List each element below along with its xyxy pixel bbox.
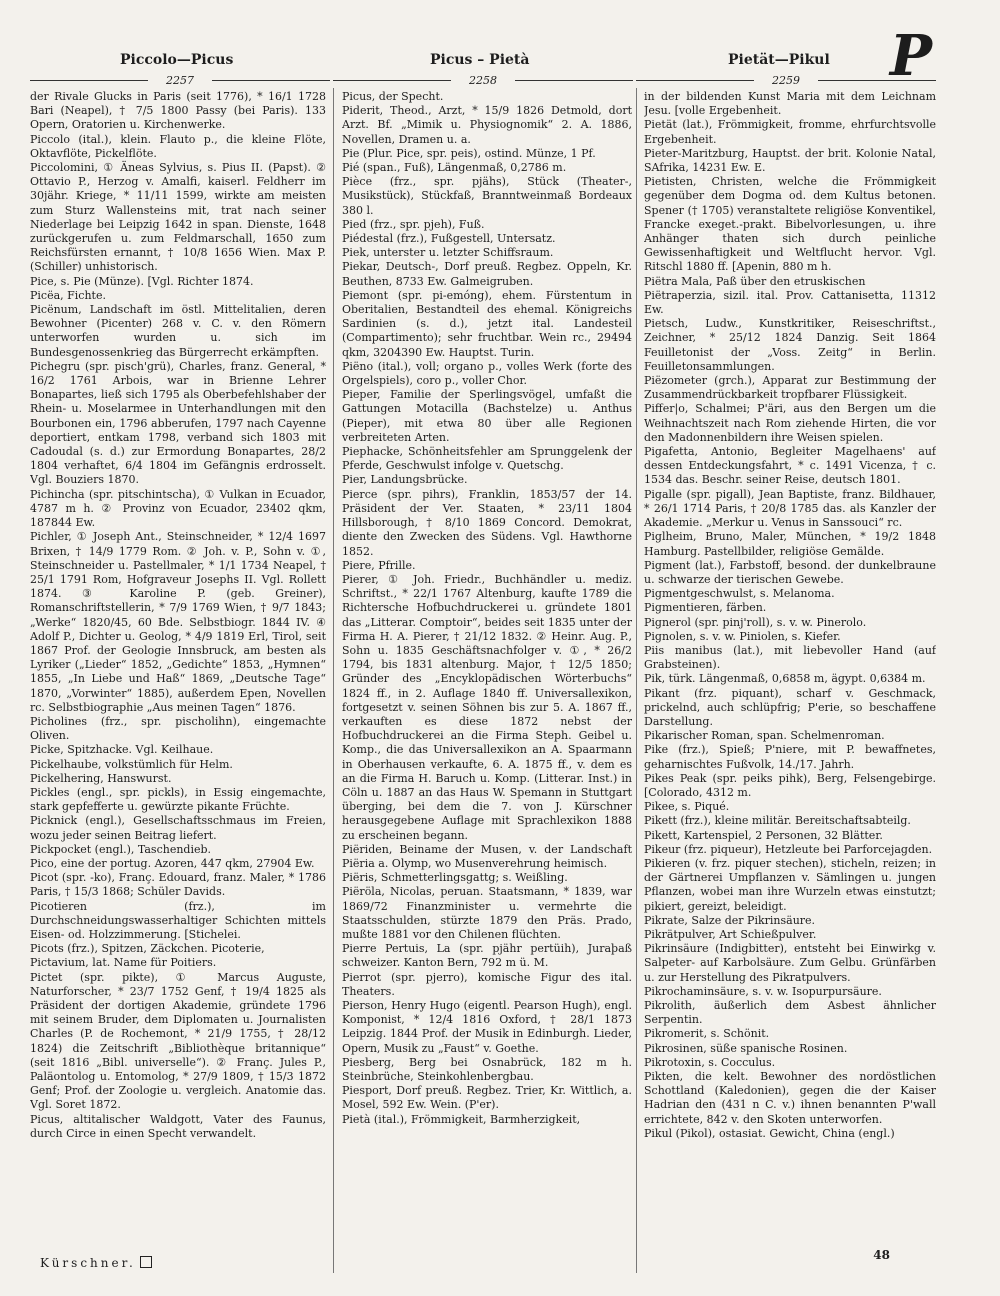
dictionary-entry: Pikieren (v. frz. piquer stechen), sticheln, reizen; in der Gärtnerei Umpflanzen v. Sämlingen u. jungen Pflanzen, wobei man ihre Wurzeln etwas einstutzt; pikiert, gereizt, beleidigt. [644,856,936,913]
dictionary-entry: Piderit, Theod., Arzt, * 15/9 1826 Detmold, dort Arzt. Bf. „Mimik u. Physiognomik“ 2. A. 1886, Novellen, Dramen u. a. [342,104,632,146]
dictionary-entry: Pikrosinen, süße spanische Rosinen. [644,1041,848,1055]
dictionary-entry: Pichegru (spr. pisch'grü), Charles, franz. General, * 16/2 1761 Arbois, war in Brienne Lehrer Bonapartes, ließ sich 1795 als Oberbefehlshaber der Rhein- u. Moselarmee in Unterhandlungen mit den Bourbonen ein, 1796 abberufen, 1797 nach Cayenne deportiert, entkam 1798, verband sich 1803 mit Cadoudal (s. d.) zur Ermordung Bonapartes, 28/2 1804 verhaftet, 6/4 1804 im Gefängnis erdrosselt. Vgl. Bouziers 1870. [30,359,326,487]
dictionary-entry: Piek, unterster u. letzter Schiffsraum. [342,246,554,260]
dictionary-entry: Pice, s. Pie (Münze). [Vgl. Richter 1874. [30,274,254,288]
dictionary-entry: Pikromerit, s. Schönit. [644,1027,770,1041]
page-number-right: 2259 [772,74,800,87]
column-center [342,90,632,1270]
dictionary-entry: in der bildenden Kunst Maria mit dem Leichnam Jesu. [volle Ergebenheit. [644,90,936,118]
dictionary-entry: Pignerol (spr. pinj'roll), s. v. w. Pinerolo. [644,615,867,629]
dictionary-entry: Piëzometer (grch.), Apparat zur Bestimmung der Zusammendrückbarkeit tropfbarer Flüssigkeit. [644,374,936,402]
dictionary-entry: Picëa, Fichte. [30,288,106,302]
dictionary-entry: Pikee, s. Piqué. [644,800,730,814]
dictionary-entry: Piis manibus (lat.), mit liebevoller Hand (auf Grabsteinen). [644,643,936,672]
page-number-row [30,74,935,88]
dictionary-entry: Pikrätpulver, Art Schießpulver. [644,927,817,941]
dictionary-entry: Pikrochaminsäure, s. v. w. Isopurpursäure. [644,984,882,998]
dictionary-entry: Pikten, die kelt. Bewohner des nordöstlichen Schottland (Kaledonien), gegen die der Kaiser Hadrian den (431 n C. v.) ihnen benannten P'wall errichtete, 842 v. den Skoten unterworfen. [644,1070,936,1126]
header-right: Pietät—Pikul [728,52,830,68]
dictionary-entry: Pikeur (frz. piqueur), Hetzleute bei Parforcejagden. [644,842,933,856]
dictionary-entry: Pikrolith, äußerlich dem Asbest ähnlicher Serpentin. [644,999,936,1027]
page-number-left: 2257 [166,74,194,87]
dictionary-entry: Pietsch, Ludw., Kunstkritiker, Reiseschriftst., Zeichner, * 25/12 1824 Danzig. Seit 1864 Feuilletonist der „Voss. Zeitg“ in Berlin. Feuilletonsammlungen. [644,317,936,373]
dictionary-entry: Pierrot (spr. pjerro), komische Figur des ital. Theaters. [342,970,632,998]
dictionary-entry: Pigmentgeschwulst, s. Melanoma. [644,587,835,601]
dictionary-entry: Piere, Pfrille. [342,558,416,572]
dictionary-entry: Piccolomini, ① Äneas Sylvius, s. Pius II. (Papst). ② Ottavio P., Herzog v. Amalfi, kaiserl. Feldherr im 30jähr. Kriege, * 11/11 1599, wirkte am meisten zum Sturz Wallensteins mit, trat nach seiner Niederlage bei Leipzig 1642 in span. Dienste, 1648 zurückgerufen u. zum Feldmarschall, 1650 zum Reichsfürsten ernannt, † 10/8 1656 Wien. Max P. (Schiller) unhistorisch. [30,161,326,274]
dictionary-entry: Piglheim, Bruno, Maler, München, * 19/2 1848 Hamburg. Pastellbilder, religiöse Gemälde. [644,530,936,558]
dictionary-entry: Pigment (lat.), Farbstoff, besond. der dunkelbraune u. schwarze der tierischen Gewebe. [644,558,936,586]
column-left [30,90,326,1270]
dictionary-entry: Pigafetta, Antonio, Begleiter Magelhaens' auf dessen Entdeckungsfahrt, * c. 1491 Vicenza, † c. 1534 das. Beschr. seiner Reise, deutsch 1801. [644,445,936,487]
dictionary-entry: Pictavium, lat. Name für Poitiers. [30,956,217,970]
dictionary-entry: Pikrinsäure (Indigbitter), entsteht bei Einwirkg v. Salpeter- auf Karbolsäure. Zum Gelbu. Grünfärben u. zur Herstellung des Pikratpulvers. [644,942,936,984]
dictionary-entry: Pie (Plur. Pice, spr. peis), ostind. Münze, 1 Pf. [342,146,596,160]
dictionary-entry: Picotieren (frz.), im Durchschneidungswasserhaltiger Schichten mittels Eisen- od. Holzzimmerung. [Stichelei. [30,899,326,941]
dictionary-entry: Piëriden, Beiname der Musen, v. der Landschaft Piëria a. Olymp, wo Musenverehrung heimisch. [342,842,632,870]
dictionary-entry: Pié (span., Fuß), Längenmaß, 0,2786 m. [342,161,567,175]
dictionary-entry: Pieter-Maritzburg, Hauptst. der brit. Kolonie Natal, SAfrika, 14231 Ew. E. [644,146,936,175]
dictionary-entry: Picknick (engl.), Gesellschaftsschmaus im Freien, wozu jeder seinen Beitrag liefert. [30,814,326,842]
dictionary-entry: Picus, altitalischer Waldgott, Vater des Faunus, durch Circe in einen Specht verwandelt. [30,1112,326,1140]
dictionary-entry: Pikrotoxin, s. Cocculus. [644,1055,776,1069]
header-left: Piccolo—Picus [120,52,234,68]
dictionary-entry: Pike (frz.), Spieß; P'niere, mit P. bewaffnetes, geharnischtes Fußvolk, 14./17. Jahrh. [644,743,936,771]
dictionary-entry: Pikett, Kartenspiel, 2 Personen, 32 Blätter. [644,828,883,842]
dictionary-entry: Pichler, ① Joseph Ant., Steinschneider, * 12/4 1697 Brixen, † 14/9 1779 Rom. ② Joh. v. P., Sohn v. ①, Steinschneider u. Pastellmaler, * 1/1 1734 Neapel, † 25/1 1791 Rom, Hofgraveur Josephs II. Vgl. Rollett 1874. ③ Karoline P. (geb. Greiner), Romanschriftstellerin, * 7/9 1769 Wien, † 9/7 1843; „Werke“ 1820/45, 60 Bde. Selbstbiogr. 1844 IV. ④ Adolf P., Dichter u. Geolog, * 4/9 1819 Erl, Tirol, seit 1867 Prof. der Geologie Innsbruck, am besten als Lyriker („Lieder“ 1852, „Gedichte“ 1853, „Hymnen“ 1855, „In Liebe und Haß“ 1869, „Deutsche Tage“ 1870, „Vorwinter“ 1885), außerdem Epen, Novellen rc. Selbstbiographie „Aus meinen Tagen“ 1876. [30,530,326,714]
dictionary-entry: Pied (frz., spr. pjeh), Fuß. [342,217,485,231]
dictionary-entry: Pikarischer Roman, span. Schelmenroman. [644,729,885,743]
dictionary-entry: Piëris, Schmetterlingsgattg; s. Weißling. [342,871,568,885]
dictionary-columns [30,90,936,1270]
dictionary-entry: der Rivale Glucks in Paris (seit 1776), * 16/1 1728 Bari (Neapel), † 7/5 1800 Passy (bei Paris). 133 Opern, Oratorien u. Kirchenwerke. [30,90,326,132]
dictionary-entry: Piëröla, Nicolas, peruan. Staatsmann, * 1839, war 1869/72 Finanzminister u. vermehrte die Staatsschulden, stürzte 1879 den Präs. Prado, mußte 1881 vor den Chilenen flüchten. [342,885,632,941]
box-symbol-icon [140,1256,152,1268]
dictionary-entry: Pietà (ital.), Frömmigkeit, Barmherzigkeit, [342,1112,581,1126]
dictionary-entry: Piekar, Deutsch-, Dorf preuß. Regbez. Oppeln, Kr. Beuthen, 8733 Ew. Galmeigruben. [342,260,632,288]
dictionary-entry: Piccolo (ital.), klein. Flauto p., die kleine Flöte, Oktavflöte, Pickelflöte. [30,132,326,160]
dictionary-entry: Pièce (frz., spr. pjähs), Stück (Theater-, Musikstück), Stückfaß, Branntweinmaß Bordeaux 380 l. [342,175,632,217]
dictionary-entry: Piëno (ital.), voll; organo p., volles Werk (forte des Orgelspiels), coro p., voller Chor. [342,359,632,388]
dictionary-entry: Pictet (spr. pikte), ① Marcus Auguste, Naturforscher, * 23/7 1752 Genf, † 19/4 1825 als Präsident der dortigen Akademie, gründete 1796 mit seinem Bruder, dem Diplomaten u. Journalisten Charles (P. de Rochemont, * 21/9 1755, † 28/12 1824) die Zeitschrift „Bibliothèque britannique“ (seit 1816 „Bibl. universelle“). ② Franç. Jules P., Paläontolog u. Entomolog, * 27/9 1809, † 15/3 1872 Genf; Prof. der Zoologie u. vergleich. Anatomie das. Vgl. Soret 1872. [30,970,326,1112]
dictionary-entry: Pierce (spr. pihrs), Franklin, 1853/57 der 14. Präsident der Ver. Staaten, * 23/11 1804 Hillsborough, † 8/10 1869 Concord. Demokrat, diente den Zwecken des Südens. Vgl. Hawthorne 1852. [342,487,632,558]
running-header [30,50,935,72]
dictionary-entry: Pierson, Henry Hugo (eigentl. Pearson Hugh), engl. Komponist, * 12/4 1816 Oxford, † 28/1 1873 Leipzig. 1844 Prof. der Musik in Edinburgh. Lieder, Opern, Musik zu „Faust“ v. Goethe. [342,999,632,1055]
dictionary-entry: Pickpocket (engl.), Taschendieb. [30,842,212,856]
dictionary-entry: Picholines (frz., spr. pischolihn), eingemachte Oliven. [30,714,326,743]
dictionary-entry: Picus, der Specht. [342,90,444,103]
dictionary-entry: Pikrate, Salze der Pikrinsäure. [644,913,816,927]
publisher-name: Kürschner. [40,1256,136,1270]
dictionary-entry: Pikett (frz.), kleine militär. Bereitschaftsabteilg. [644,814,911,828]
dictionary-entry: Pikes Peak (spr. peiks pihk), Berg, Felsengebirge. [Colorado, 4312 m. [644,771,936,799]
dictionary-entry: Pier, Landungsbrücke. [342,473,468,487]
dictionary-entry: Pierer, ① Joh. Friedr., Buchhändler u. mediz. Schriftst., * 22/1 1767 Altenburg, kaufte 1789 die Richtersche Hofbuchdruckerei u. gründete 1801 das „Litterar. Comptoir“, beides seit 1835 unter der Firma H. A. Pierer, † 21/12 1832. ② Heinr. Aug. P., Sohn u. 1835 Geschäftsnachfolger v. ①, * 26/2 1794, bis 1831 altenburg. Major, † 12/5 1850; Gründer des „Encyklopädischen Wörterbuchs“ 1824 ff., in 2. Auflage 1840 ff. Universallexikon, fortgesetzt v. seinen Söhnen bis zur 5. A. 1867 ff., verkauften es diese 1872 nebst der Hofbuchdruckerei an die Firma Steph. Geibel u. Komp., die das Universallexikon an A. Spaarmann in Oberhausen verkaufte, 6. A. 1875 ff., v. dem es an die Firma H. Baruch u. Komp. (Litterar. Inst.) in Cöln u. 1887 an das Haus W. Spemann in Stuttgart überging, bei dem die 7. von J. Kürschner herausgegebene Auflage mit Sprachlexikon 1888 zu erscheinen begann. [342,572,632,842]
dictionary-entry: Pickelhering, Hanswurst. [30,771,172,785]
dictionary-entry: Picke, Spitzhacke. Vgl. Keilhaue. [30,743,214,757]
dictionary-entry: Picot (spr. -ko), Franç. Edouard, franz. Maler, * 1786 Paris, † 15/3 1868; Schüler Davids. [30,871,326,899]
dictionary-entry: Pico, eine der portug. Azoren, 447 qkm, 27904 Ew. [30,856,315,870]
dictionary-entry: Pigalle (spr. pigall), Jean Baptiste, franz. Bildhauer, * 26/1 1714 Paris, † 20/8 1785 das. als Kanzler der Akademie. „Merkur u. Venus in Sanssouci“ rc. [644,487,936,530]
dictionary-entry: Pikant (frz. piquant), scharf v. Geschmack, prickelnd, auch schlüpfrig; P'erie, so beschaffene Darstellung. [644,686,936,728]
dictionary-entry: Piemont (spr. pi-emóng), ehem. Fürstentum in Oberitalien, Bestandteil des ehemal. Königreichs Sardinien (s. d.), jetzt ital. Landesteil (Compartimento); sehr fruchtbar. Wein rc., 29494 qkm, 3204390 Ew. Hauptst. Turin. [342,288,632,359]
section-letter: P [889,23,932,89]
dictionary-entry: Piëtra Mala, Paß über den etruskischen [644,274,866,288]
dictionary-entry: Pik, türk. Längenmaß, 0,6858 m, ägypt. 0,6384 m. [644,672,926,686]
dictionary-entry: Piephacke, Schönheitsfehler am Sprunggelenk der Pferde, Geschwulst infolge v. Quetschg. [342,445,632,473]
dictionary-entry: Pietät (lat.), Frömmigkeit, fromme, ehrfurchtsvolle Ergebenheit. [644,118,936,146]
dictionary-entry: Piëtraperzia, sizil. ital. Prov. Cattanisetta, 11312 Ew. [644,288,936,317]
dictionary-entry: Pickles (engl., spr. pickls), in Essig eingemachte, stark gepfefferte u. gewürzte pikante Früchte. [30,785,326,814]
dictionary-entry: Picots (frz.), Spitzen, Zäckchen. Picoterie, [30,942,265,956]
footer-page-number: 48 [873,1248,890,1262]
dictionary-entry: Pieper, Familie der Sperlingsvögel, umfaßt die Gattungen Motacilla (Bachstelze) u. Anthus (Pieper), mit etwa 80 über alle Regionen verbreiteten Arten. [342,388,632,444]
header-center: Picus – Pietà [430,52,530,68]
dictionary-entry: Pichincha (spr. pitschintscha), ① Vulkan in Ecuador, 4787 m h. ② Provinz von Ecuador, 23402 qkm, 187844 Ew. [30,487,326,530]
dictionary-entry: Piesport, Dorf preuß. Regbez. Trier, Kr. Wittlich, a. Mosel, 592 Ew. Wein. (P'er). [342,1084,632,1112]
dictionary-entry: Pignolen, s. v. w. Piniolen, s. Kiefer. [644,629,841,643]
dictionary-entry: Piédestal (frz.), Fußgestell, Untersatz. [342,232,556,246]
page-number-center: 2258 [469,74,497,87]
dictionary-entry: Piffer|o, Schalmei; P'äri, aus den Bergen um die Weihnachtszeit nach Rom ziehende Hirten, die vor den Madonnenbildern ihre Weisen spielen. [644,402,936,444]
dictionary-entry: Picënum, Landschaft im östl. Mittelitalien, deren Bewohner (Picenter) 268 v. C. v. den Römern unterworfen wurden u. sich im Bundesgenossenkrieg das Bürgerrecht erkämpften. [30,303,326,359]
column-right [644,90,936,1270]
dictionary-entry: Pikul (Pikol), ostasiat. Gewicht, China (engl.) [644,1126,895,1140]
dictionary-entry: Pierre Pertuis, La (spr. pjähr pertüih), Juraþaß schweizer. Kanton Bern, 792 m ü. M. [342,942,632,970]
dictionary-entry: Piesberg, Berg bei Osnabrück, 182 m h. Steinbrüche, Steinkohlenbergbau. [342,1055,632,1084]
publisher-footer [40,1256,152,1270]
dictionary-entry: Pietisten, Christen, welche die Frömmigkeit gegenüber dem Dogma od. dem Kultus betonen. Spener († 1705) veranstaltete religiöse Konventikel, Francke exeget.-prakt. Bibelvorlesungen, u. ihre Anhänger thaten sich durch peinliche Gewissenhaftigkeit und Weltflucht hervor. Vgl. Ritschl 1880 ff. [Apenin, 880 m h. [644,175,936,274]
dictionary-entry: Pickelhaube, volkstümlich für Helm. [30,757,233,771]
dictionary-entry: Pigmentieren, färben. [644,601,767,615]
